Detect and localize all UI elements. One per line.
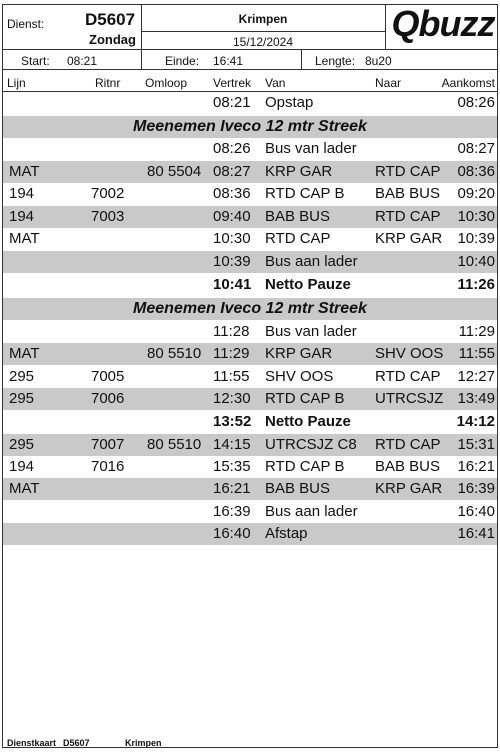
cell-van: SHV OOS: [265, 368, 334, 385]
section-row: [3, 116, 497, 138]
cell-lijn: 194: [9, 208, 35, 225]
cell-ritnr: [91, 523, 151, 545]
cell-ritnr: [91, 501, 151, 523]
cell-aankomst: 16:21: [457, 458, 495, 475]
table-row: [3, 523, 497, 545]
cell-naar: [375, 274, 445, 296]
cell-vertrek: 12:30: [213, 390, 251, 407]
cell-omloop: [147, 388, 209, 410]
col-van: Van: [265, 76, 286, 90]
cell-aankomst: 16:39: [457, 480, 495, 497]
footer-label: Dienstkaart: [7, 738, 57, 748]
cell-naar: KRP GAR: [375, 230, 443, 247]
table-row: [3, 228, 497, 250]
cell-aankomst: 10:40: [457, 253, 495, 270]
cell-omloop: [147, 183, 209, 205]
cell-ritnr: 7007: [91, 436, 125, 453]
cell-lijn: 295: [9, 390, 35, 407]
cell-omloop: [147, 274, 209, 296]
cell-ritnr: [91, 161, 151, 183]
cell-ritnr: [91, 92, 151, 114]
table-row: [3, 366, 497, 388]
cell-naar: [375, 501, 445, 523]
cell-naar: [375, 523, 445, 545]
cell-lijn: 295: [9, 436, 35, 453]
cell-aankomst: 09:20: [457, 185, 495, 202]
table-row: [3, 501, 497, 523]
table-row: [3, 456, 497, 478]
cell-naar: RTD CAP: [375, 208, 441, 225]
start-value: 08:21: [67, 54, 98, 68]
cell-vertrek: 08:36: [213, 185, 251, 202]
cell-aankomst: 16:40: [457, 503, 495, 520]
cell-ritnr: [91, 321, 151, 343]
cell-naar: [375, 92, 445, 114]
cell-lijn: 194: [9, 185, 35, 202]
header-divider: [3, 49, 497, 50]
cell-lijn: MAT: [9, 163, 40, 180]
table-row: [3, 274, 497, 296]
info-vline-2: [301, 49, 302, 69]
table-row: [3, 206, 497, 228]
cell-van: Netto Pauze: [265, 276, 351, 293]
section-title: Meenemen Iveco 12 mtr Streek: [133, 118, 367, 135]
col-ritnr: Ritnr: [95, 76, 121, 90]
cell-aankomst: 10:30: [457, 208, 495, 225]
cell-ritnr: [91, 478, 151, 500]
einde-label: Einde:: [165, 54, 200, 68]
cell-naar: SHV OOS: [375, 345, 444, 362]
cell-omloop: [147, 501, 209, 523]
cell-naar: UTRCSJZ: [375, 390, 444, 407]
cell-naar: [375, 321, 445, 343]
cell-naar: RTD CAP: [375, 436, 441, 453]
cell-van: Afstap: [265, 525, 308, 542]
cell-aankomst: 11:55: [458, 345, 495, 362]
cell-omloop: [147, 478, 209, 500]
cell-vertrek: 14:15: [213, 436, 251, 453]
table-row: [3, 92, 497, 114]
cell-ritnr: [91, 251, 151, 273]
cell-van: RTD CAP B: [265, 390, 345, 407]
cell-van: Bus van lader: [265, 323, 357, 340]
cell-aankomst: 10:39: [457, 230, 495, 247]
col-naar: Naar: [375, 76, 402, 90]
cell-omloop: [147, 321, 209, 343]
cell-omloop: [147, 92, 209, 114]
table-row: [3, 321, 497, 343]
table-row: [3, 183, 497, 205]
cell-aankomst: 08:36: [457, 163, 495, 180]
lengte-label: Lengte:: [315, 54, 356, 68]
info-vline-1: [141, 49, 142, 69]
header-vline-2: [385, 5, 386, 49]
cell-van: Opstap: [265, 94, 314, 111]
cell-vertrek: 09:40: [213, 208, 251, 225]
lengte-value: 8u20: [365, 54, 392, 68]
cell-aankomst: 12:27: [457, 368, 495, 385]
cell-lijn: [9, 251, 79, 273]
day-label: Zondag: [89, 32, 136, 47]
cell-aankomst: 08:26: [457, 94, 495, 111]
table-row: [3, 161, 497, 183]
cell-omloop: 80 5510: [147, 436, 202, 453]
cell-naar: [375, 138, 445, 160]
cell-vertrek: 08:27: [213, 163, 251, 180]
cell-van: RTD CAP B: [265, 185, 345, 202]
cell-ritnr: 7016: [91, 458, 125, 475]
qbuzz-logo: Qbuzz: [391, 3, 495, 44]
einde-value: 16:41: [213, 54, 244, 68]
cell-vertrek: 10:30: [213, 230, 251, 247]
cell-van: Bus van lader: [265, 140, 357, 157]
cell-vertrek: 16:39: [213, 503, 251, 520]
cell-omloop: [147, 411, 209, 433]
cell-naar: [375, 411, 445, 433]
table-row: [3, 411, 497, 433]
cell-vertrek: 08:21: [213, 94, 251, 111]
section-title: Meenemen Iveco 12 mtr Streek: [133, 300, 367, 317]
cell-omloop: [147, 523, 209, 545]
cell-vertrek: 13:52: [213, 413, 252, 430]
location-title: Krimpen: [238, 12, 288, 26]
cell-ritnr: 7005: [91, 368, 125, 385]
table-row: [3, 388, 497, 410]
table-row: [3, 138, 497, 160]
cell-naar: KRP GAR: [375, 480, 443, 497]
cell-lijn: 295: [9, 368, 35, 385]
cell-lijn: [9, 321, 79, 343]
cell-omloop: 80 5504: [147, 163, 202, 180]
cell-van: Bus aan lader: [265, 503, 358, 520]
cell-ritnr: [91, 343, 151, 365]
col-omloop: Omloop: [145, 76, 188, 90]
table-row: [3, 478, 497, 500]
cell-van: BAB BUS: [265, 480, 331, 497]
schedule-table: [3, 92, 497, 652]
cell-lijn: [9, 274, 79, 296]
cell-omloop: [147, 456, 209, 478]
cell-ritnr: [91, 274, 151, 296]
cell-lijn: MAT: [9, 230, 40, 247]
cell-aankomst: 13:49: [457, 390, 495, 407]
cell-van: Bus aan lader: [265, 253, 358, 270]
cell-ritnr: 7003: [91, 208, 125, 225]
cell-omloop: [147, 228, 209, 250]
cell-vertrek: 08:26: [213, 140, 251, 157]
cell-aankomst: 08:27: [457, 140, 495, 157]
cell-vertrek: 10:39: [213, 253, 251, 270]
cell-vertrek: 11:29: [213, 345, 250, 362]
dienst-label: Dienst:: [7, 17, 45, 31]
cell-aankomst: 11:29: [458, 323, 495, 340]
table-row: [3, 343, 497, 365]
col-lijn: Lijn: [7, 76, 26, 90]
cell-aankomst: 15:31: [457, 436, 495, 453]
cell-aankomst: 11:26: [457, 276, 495, 293]
cell-lijn: MAT: [9, 480, 40, 497]
cell-naar: RTD CAP: [375, 163, 441, 180]
cell-vertrek: 11:28: [213, 323, 250, 340]
cell-van: KRP GAR: [265, 163, 333, 180]
cell-van: Netto Pauze: [265, 413, 351, 430]
footer-location: Krimpen: [125, 738, 162, 748]
footer-code: D5607: [63, 738, 90, 748]
cell-lijn: [9, 138, 79, 160]
cell-naar: [375, 251, 445, 273]
service-date: 15/12/2024: [232, 35, 294, 49]
cell-ritnr: [91, 228, 151, 250]
dienstkaart-page: [2, 4, 498, 748]
cell-omloop: 80 5510: [147, 345, 202, 362]
cell-aankomst: 16:41: [457, 525, 495, 542]
cell-naar: BAB BUS: [375, 185, 441, 202]
cell-van: RTD CAP: [265, 230, 331, 247]
section-row: [3, 298, 497, 320]
cell-van: BAB BUS: [265, 208, 331, 225]
cell-vertrek: 10:41: [213, 276, 252, 293]
cell-lijn: 194: [9, 458, 35, 475]
cell-vertrek: 11:55: [213, 368, 250, 385]
cell-aankomst: 14:12: [456, 413, 495, 430]
start-label: Start:: [21, 54, 50, 68]
col-aankomst: Aankomst: [441, 76, 495, 90]
cell-lijn: [9, 501, 79, 523]
cell-lijn: [9, 92, 79, 114]
dienst-code: D5607: [85, 10, 136, 29]
cell-vertrek: 16:40: [213, 525, 251, 542]
cell-ritnr: 7002: [91, 185, 125, 202]
cell-van: RTD CAP B: [265, 458, 345, 475]
cell-ritnr: [91, 138, 151, 160]
cell-ritnr: 7006: [91, 390, 125, 407]
cell-lijn: [9, 411, 79, 433]
cell-omloop: [147, 251, 209, 273]
info-divider: [3, 69, 497, 70]
cell-vertrek: 16:21: [213, 480, 251, 497]
cell-lijn: MAT: [9, 345, 40, 362]
cell-ritnr: [91, 411, 151, 433]
cell-omloop: [147, 138, 209, 160]
cell-naar: BAB BUS: [375, 458, 441, 475]
cell-lijn: [9, 523, 79, 545]
col-vertrek: Vertrek: [213, 76, 252, 90]
table-row: [3, 251, 497, 273]
cell-van: UTRCSJZ C8: [265, 436, 357, 453]
cell-vertrek: 15:35: [213, 458, 251, 475]
location-date-divider: [141, 31, 385, 32]
table-row: [3, 434, 497, 456]
cell-omloop: [147, 206, 209, 228]
cell-van: KRP GAR: [265, 345, 333, 362]
cell-naar: RTD CAP: [375, 368, 441, 385]
cell-omloop: [147, 366, 209, 388]
